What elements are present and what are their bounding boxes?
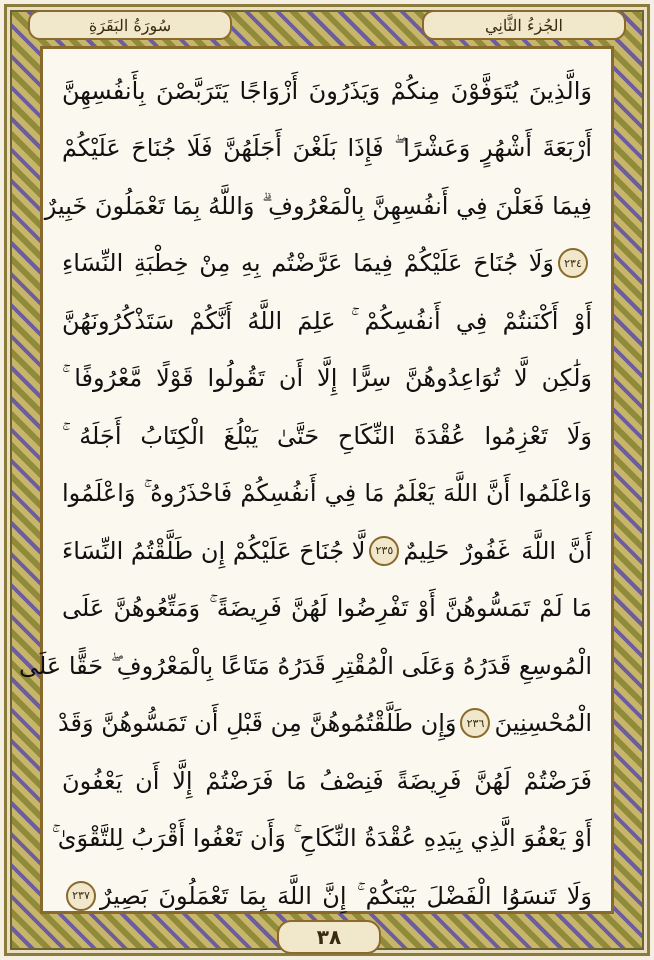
- text-line: مَا لَمْ تَمَسُّوهُنَّ أَوْ تَفْرِضُوا لَهُنَّ فَرِيضَةً ۚ وَمَتِّعُوهُنَّ عَلَى: [62, 594, 592, 623]
- text-line: وَلَٰكِن لَّا تُوَاعِدُوهُنَّ سِرًّا إِلَّا أَن تَقُولُوا قَوْلًا مَّعْرُوفًا ۚ: [62, 364, 592, 393]
- ayah-marker-236: ٢٣٦: [460, 708, 490, 738]
- text-line: وَالَّذِينَ يُتَوَفَّوْنَ مِنكُمْ وَيَذَرُونَ أَزْوَاجًا يَتَرَبَّصْنَ بِأَنفُسِهِنَّ: [62, 76, 592, 105]
- ayah-marker-237: ٢٣٧: [66, 881, 96, 911]
- text-line: وَاعْلَمُوا أَنَّ اللَّهَ يَعْلَمُ مَا فِي أَنفُسِكُمْ فَاحْذَرُوهُ ۚ وَاعْلَمُوا: [62, 479, 592, 508]
- quran-text: [18, 62, 592, 910]
- ayah-marker-235: ٢٣٥: [369, 536, 399, 566]
- ayah-marker-234: ٢٣٤: [558, 248, 588, 278]
- text-line: أَوْ أَكْنَنتُمْ فِي أَنفُسِكُمْ ۚ عَلِمَ اللَّهُ أَنَّكُمْ سَتَذْكُرُونَهُنَّ: [62, 306, 592, 335]
- text-line: ٢٣٤ وَلَا جُنَاحَ عَلَيْكُمْ فِيمَا عَرَّضْتُم بِهِ مِنْ خِطْبَةِ النِّسَاءِ: [62, 235, 592, 293]
- text-line: أَرْبَعَةَ أَشْهُرٍ وَعَشْرًا ۖ فَإِذَا بَلَغْنَ أَجَلَهُنَّ فَلَا جُنَاحَ عَلَيْكُمْ: [62, 134, 592, 163]
- page-number: ٣٨: [277, 920, 381, 954]
- text-line: فَرَضْتُمْ لَهُنَّ فَرِيضَةً فَنِصْفُ مَا فَرَضْتُمْ إِلَّا أَن يَعْفُونَ: [62, 766, 592, 795]
- text-line: وَلَا تَعْزِمُوا عُقْدَةَ النِّكَاحِ حَتَّىٰ يَبْلُغَ الْكِتَابُ أَجَلَهُ ۚ: [62, 421, 592, 450]
- text-line: أَنَّ اللَّهَ غَفُورٌ حَلِيمٌ ٢٣٥ لَّا جُنَاحَ عَلَيْكُمْ إِن طَلَّقْتُمُ النِّسَاءَ: [62, 536, 592, 565]
- text-line: الْمُحْسِنِينَ ٢٣٦ وَإِن طَلَّقْتُمُوهُنَّ مِن قَبْلِ أَن تَمَسُّوهُنَّ وَقَدْ: [57, 709, 592, 738]
- text-line: فِيمَا فَعَلْنَ فِي أَنفُسِهِنَّ بِالْمَعْرُوفِ ۗ وَاللَّهُ بِمَا تَعْمَلُونَ خَبِيرٌ: [44, 191, 592, 220]
- surah-header: سُورَةُ البَقَرَةِ: [28, 10, 232, 40]
- text-line: أَوْ يَعْفُوَ الَّذِي بِيَدِهِ عُقْدَةُ النِّكَاحِ ۚ وَأَن تَعْفُوا أَقْرَبُ لِلتَّقْوَىٰ ۚ: [51, 824, 592, 853]
- juz-header: الجُزءُ الثَّانِي: [422, 10, 626, 40]
- text-line: الْمُوسِعِ قَدَرُهُ وَعَلَى الْمُقْتِرِ قَدَرُهُ مَتَاعًا بِالْمَعْرُوفِ ۖ حَقًّا عَلَى: [18, 651, 592, 680]
- text-line: وَلَا تَنسَوُا الْفَضْلَ بَيْنَكُمْ ۚ إِنَّ اللَّهَ بِمَا تَعْمَلُونَ بَصِيرٌ ٢٣٧: [62, 867, 592, 925]
